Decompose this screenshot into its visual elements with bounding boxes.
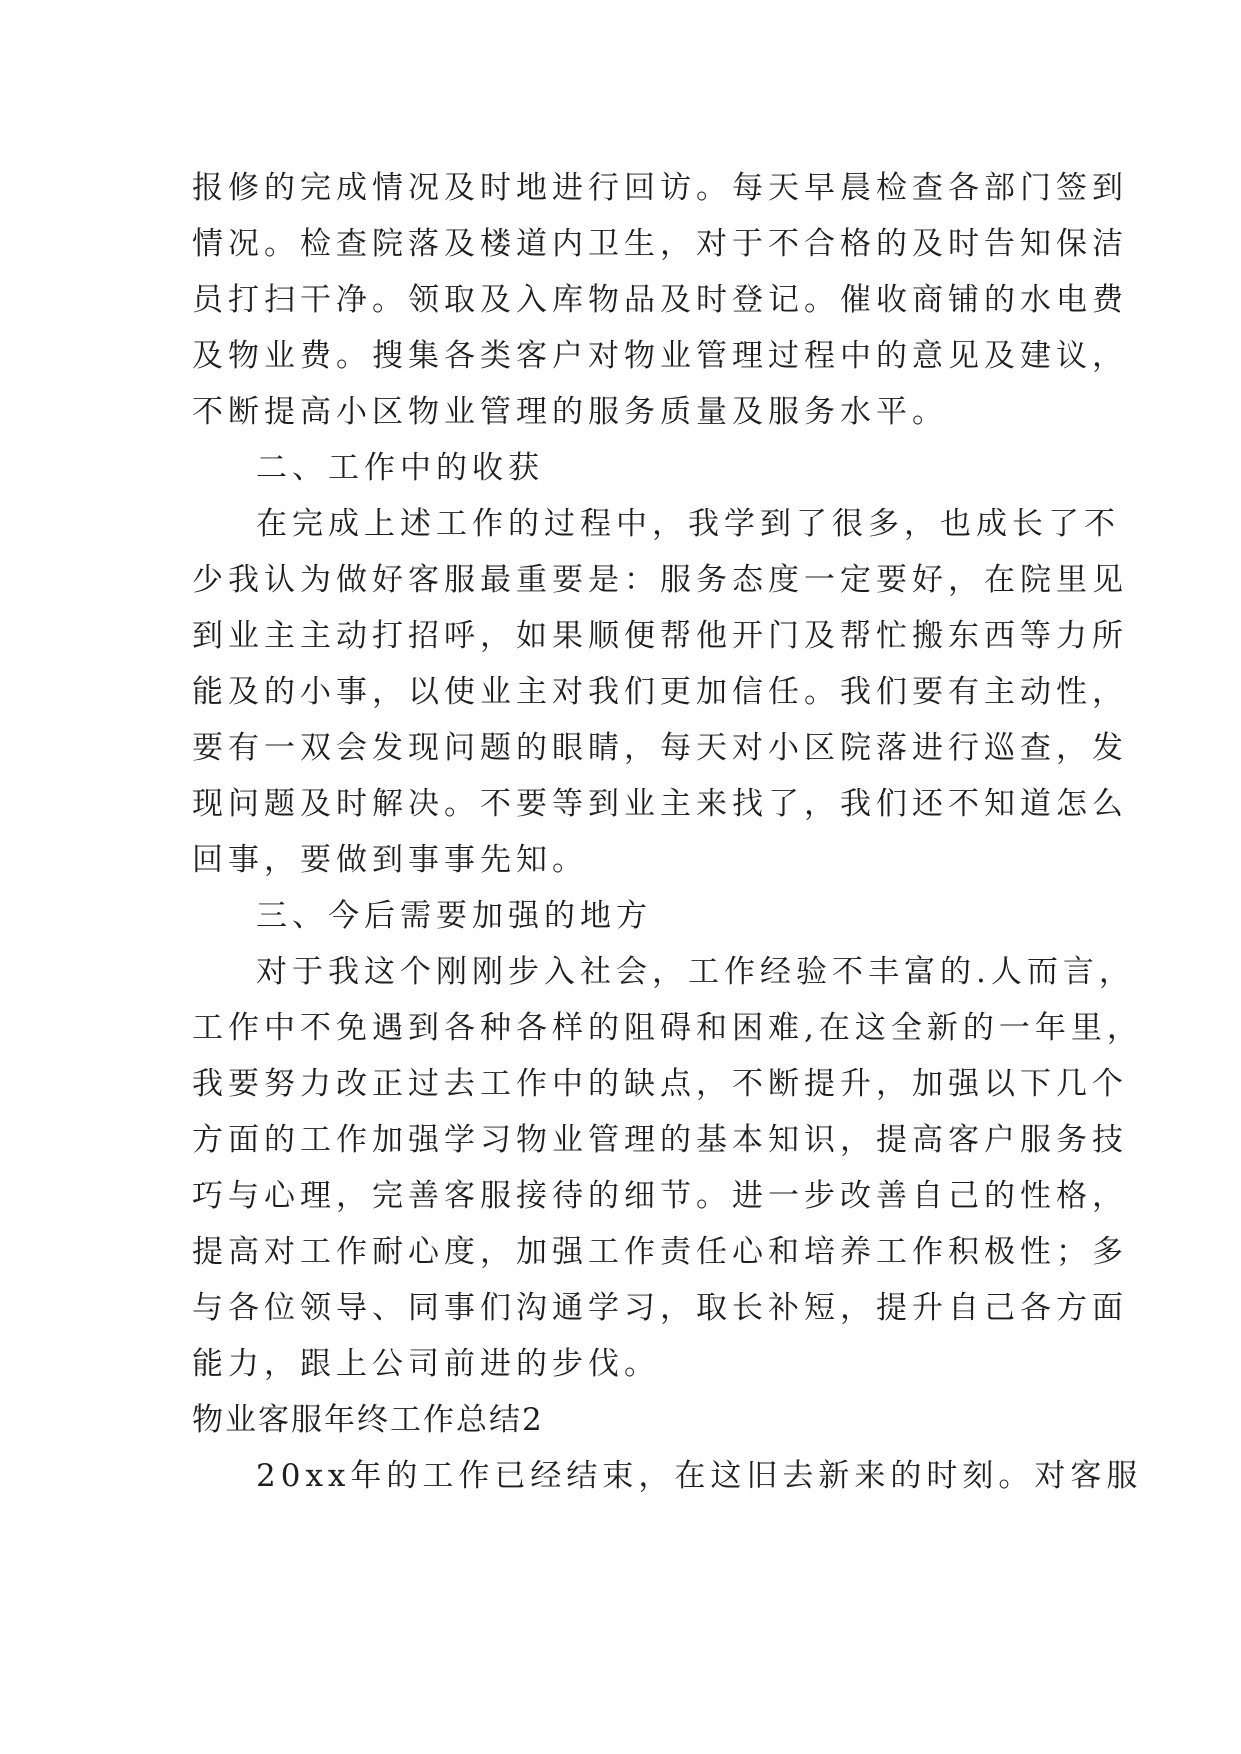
paragraph-line: 少我认为做好客服最重要是：服务态度一定要好，在院里见 [192,562,1128,598]
document-title: 物业客服年终工作总结2 [192,1402,544,1438]
section-heading: 三、今后需要加强的地方 [256,898,652,934]
paragraph-line: 工作中不免遇到各种各样的阻碍和困难,在这全新的一年里， [192,1010,1143,1046]
paragraph-line: 情况。检查院落及楼道内卫生，对于不合格的及时告知保洁 [192,226,1128,262]
paragraph-line: 能及的小事，以使业主对我们更加信任。我们要有主动性， [192,674,1128,710]
paragraph-line: 巧与心理，完善客服接待的细节。进一步改善自己的性格， [192,1178,1128,1214]
paragraph-line: 20xx年的工作已经结束，在这旧去新来的时刻。对客服 [256,1458,1143,1494]
section-heading: 二、工作中的收获 [256,450,544,486]
paragraph-line: 在完成上述工作的过程中，我学到了很多，也成长了不 [256,506,1120,542]
paragraph-line: 报修的完成情况及时地进行回访。每天早晨检查各部门签到 [192,170,1128,206]
paragraph-line: 到业主主动打招呼，如果顺便帮他开门及帮忙搬东西等力所 [192,618,1128,654]
paragraph-line: 要有一双会发现问题的眼睛，每天对小区院落进行巡查，发 [192,730,1128,766]
paragraph-line: 提高对工作耐心度，加强工作责任心和培养工作积极性；多 [192,1234,1128,1270]
paragraph-line: 及物业费。搜集各类客户对物业管理过程中的意见及建议， [192,338,1128,374]
document-body [192,160,1143,1504]
paragraph-line: 不断提高小区物业管理的服务质量及服务水平。 [192,394,948,430]
paragraph-line: 与各位领导、同事们沟通学习，取长补短，提升自己各方面 [192,1290,1128,1326]
paragraph-line: 对于我这个刚刚步入社会，工作经验不丰富的.人而言， [256,954,1135,990]
paragraph-line: 方面的工作加强学习物业管理的基本知识，提高客户服务技 [192,1122,1128,1158]
paragraph-line: 现问题及时解决。不要等到业主来找了，我们还不知道怎么 [192,786,1128,822]
paragraph-line: 回事，要做到事事先知。 [192,842,588,878]
paragraph-line: 能力，跟上公司前进的步伐。 [192,1346,660,1382]
paragraph-line: 我要努力改正过去工作中的缺点，不断提升，加强以下几个 [192,1066,1128,1102]
paragraph-line: 员打扫干净。领取及入库物品及时登记。催收商铺的水电费 [192,282,1128,318]
